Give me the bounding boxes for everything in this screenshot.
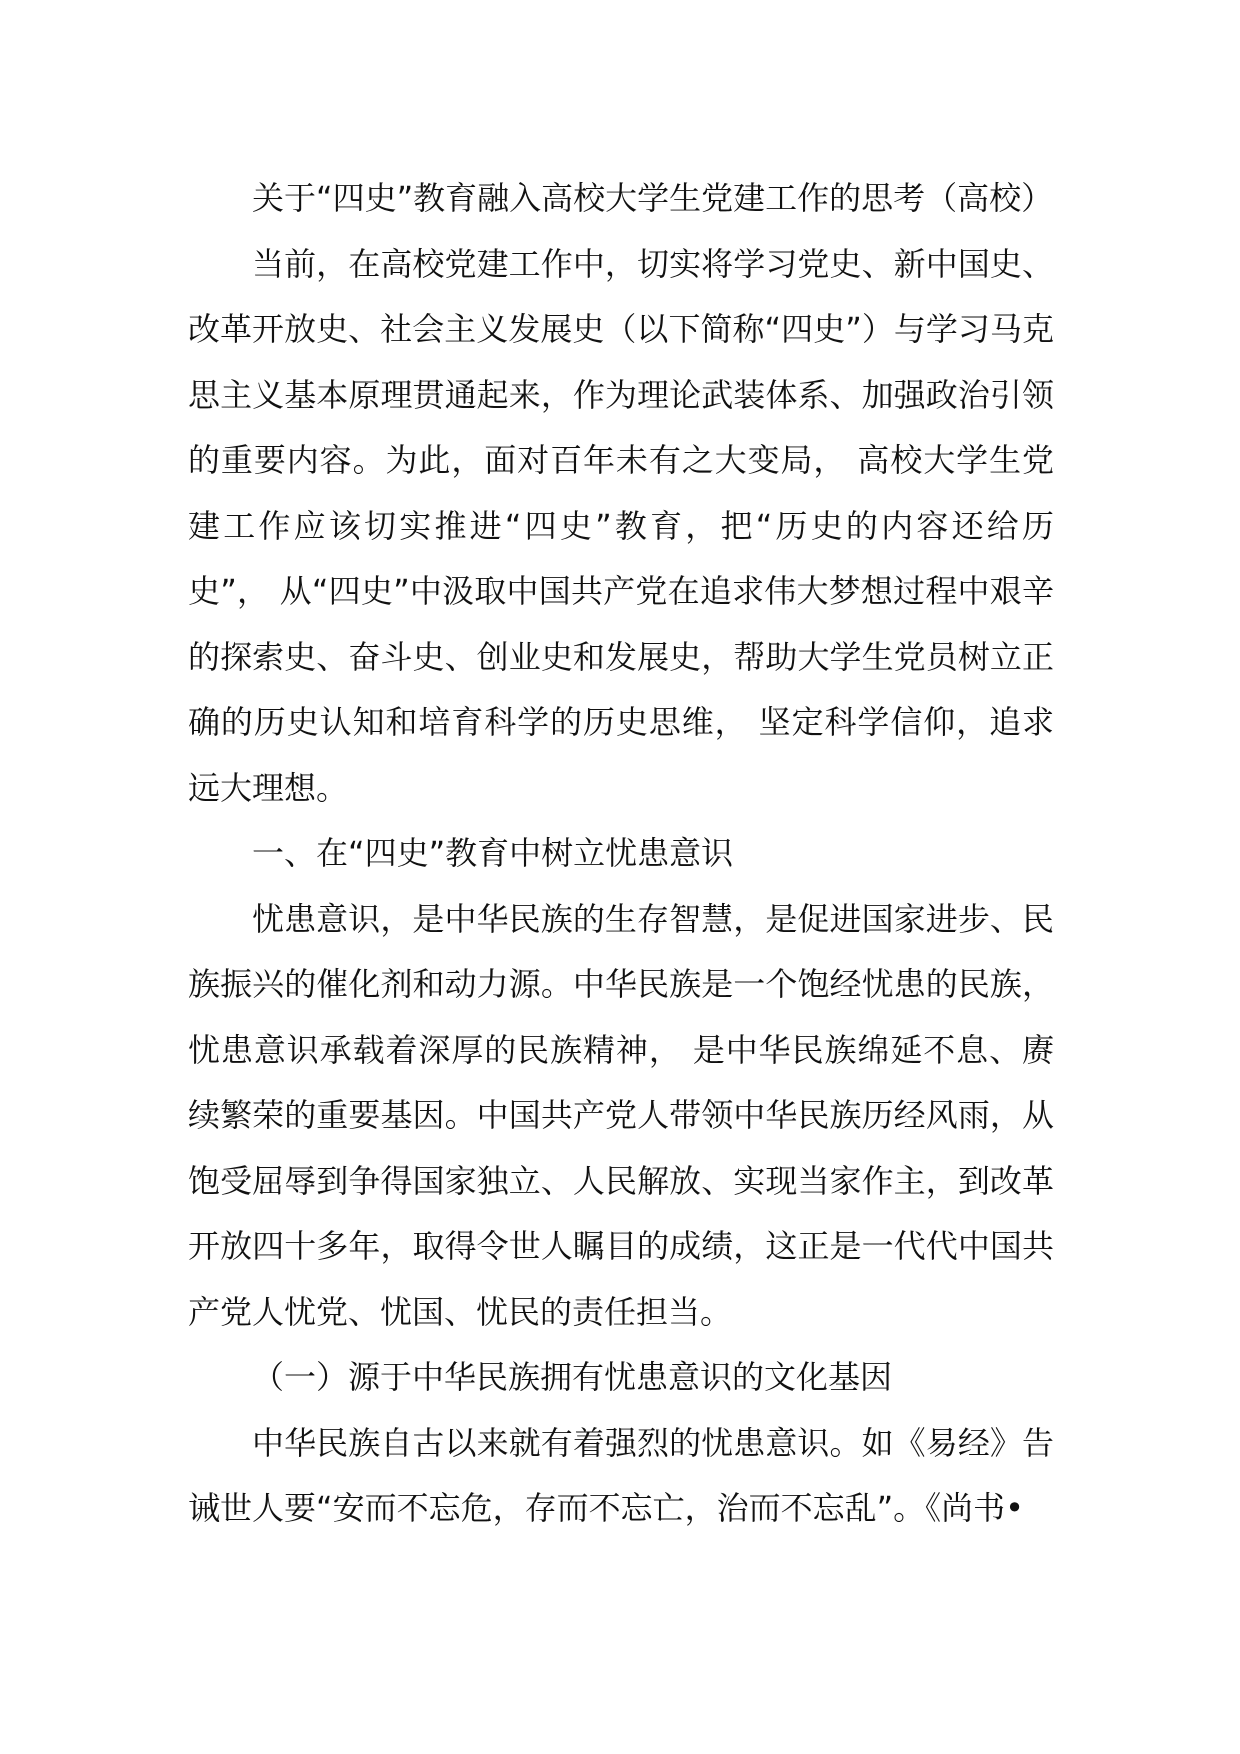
- subsection-heading-1: （一）源于中华民族拥有忧患意识的文化基因: [252, 1358, 893, 1396]
- body-paragraph: 忧患意识，是中华民族的生存智慧，是促进国家进步、民族振兴的催化剂和动力源。中华民族是一个饱经忧患的民族，忧患意识承载着深厚的民族精神， 是中华民族绵延不息、赓续繁荣的重要基因。中国共产党人带领中华民族历经风雨，从饱受屈辱到争得国家独立、人民解放、实现当家作主，到改革开放四十多年，取得令世人瞩目的成绩，这正是一代代中国共产党人忧党、忧国、忧民的责任担当。: [188, 899, 1054, 1331]
- section-heading-1: 一、在“四史”教育中树立忧患意识: [252, 834, 734, 872]
- document-title: 关于“四史”教育融入高校大学生党建工作的思考（高校）: [252, 179, 1054, 217]
- document-body: [188, 166, 1054, 1542]
- intro-paragraph: 当前，在高校党建工作中，切实将学习党史、新中国史、改革开放史、社会主义发展史（以下简称“四史”）与学习马克思主义基本原理贯通起来，作为理论武装体系、加强政治引领的重要内容。为此，面对百年未有之大变局， 高校大学生党建工作应该切实推进“四史”教育，把“历史的内容还给历史”， 从“四史”中汲取中国共产党在追求伟大梦想过程中艰辛的探索史、奋斗史、创业史和发展史，帮助大学生党员树立正确的历史认知和培育科学的历史思维， 坚定科学信仰，追求远大理想。: [188, 244, 1054, 807]
- body-paragraph: 中华民族自古以来就有着强烈的忧患意识。如《易经》告诫世人要“安而不忘危，存而不忘亡，治而不忘乱”。《尚书•: [188, 1423, 1054, 1527]
